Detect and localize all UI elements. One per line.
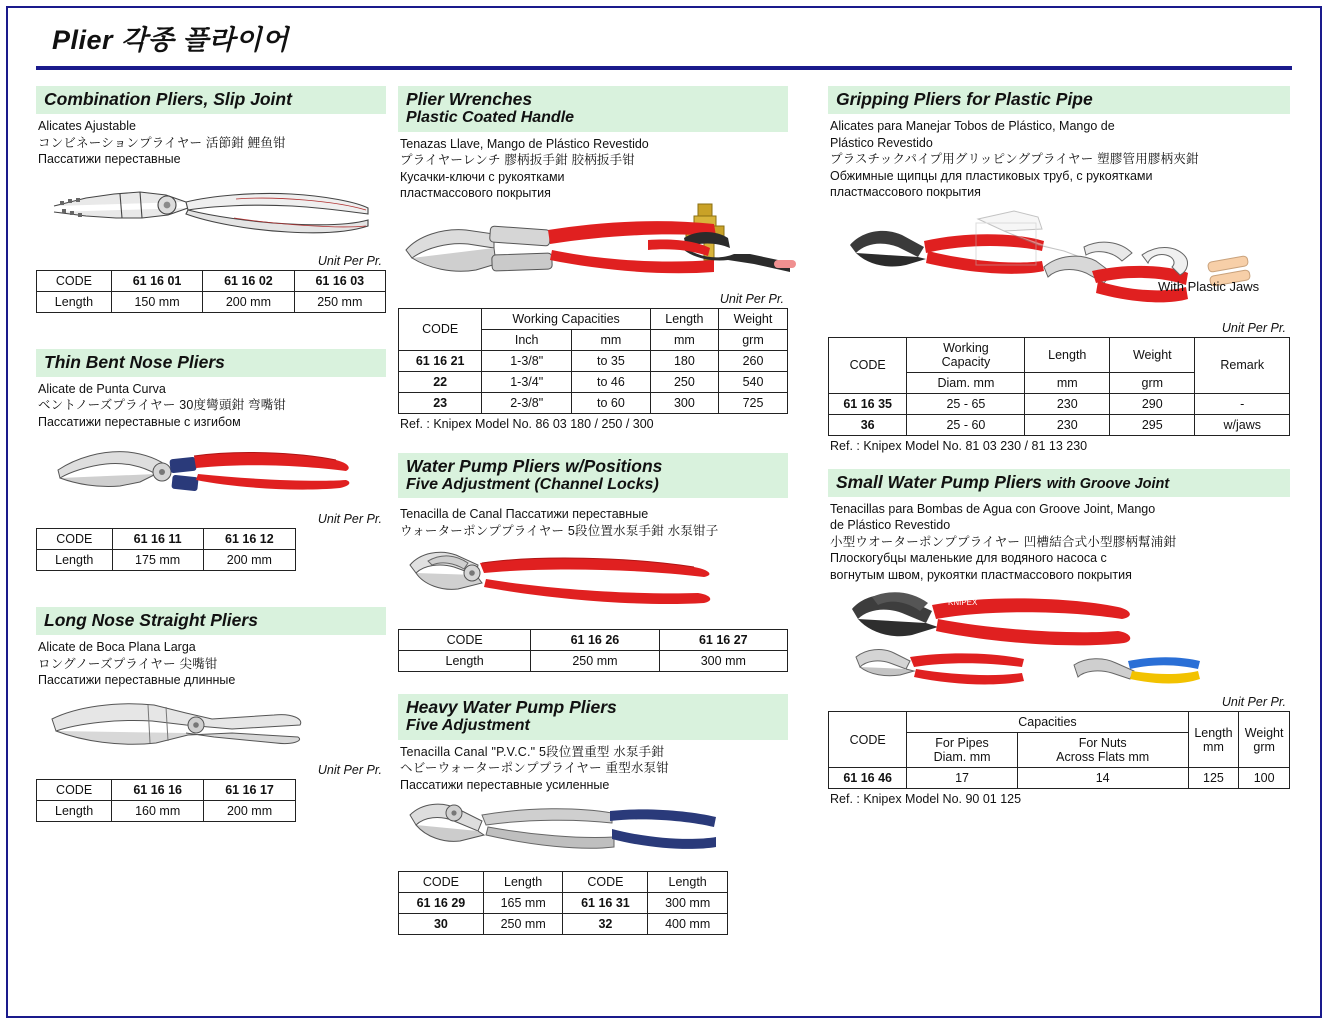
cell-weight: 260 [719, 350, 788, 371]
table-row [37, 270, 386, 291]
table-header-row [829, 712, 1290, 733]
illustration-small-water-pump [828, 583, 1290, 695]
header-weight-unit: grm [1110, 372, 1195, 393]
cell-code: 61 16 11 [112, 529, 203, 550]
table-combination-pliers [36, 270, 386, 313]
cell-inch: 1-3/8" [482, 350, 572, 371]
illustration-water-pump-pliers [398, 539, 788, 627]
cell-capacity: 25 - 60 [907, 414, 1025, 435]
section-combination-pliers [36, 86, 386, 313]
unit-per-pair: Unit Per Pr. [317, 762, 382, 777]
cell-label: CODE [37, 779, 112, 800]
cell-length: 180 [650, 350, 718, 371]
header-capacities: Capacities [907, 712, 1188, 733]
table-row [399, 392, 788, 413]
cell-code: 61 16 31 [563, 893, 648, 914]
cell-label: Length [37, 800, 112, 821]
table-row [399, 893, 728, 914]
header-for-pipes: For Pipes Diam. mm [907, 733, 1017, 768]
cell-label: Length [399, 651, 531, 672]
section-heading: Long Nose Straight Pliers [36, 607, 386, 635]
cell-length: 250 [650, 371, 718, 392]
cell-code: 32 [563, 914, 648, 935]
section-heading [398, 453, 788, 499]
table-row [37, 779, 296, 800]
section-heading-suffix: with Groove Joint [1046, 475, 1170, 492]
header-mm: mm [572, 329, 651, 350]
section-heading [398, 694, 788, 740]
table-row [399, 350, 788, 371]
header-code: CODE [399, 872, 484, 893]
cell-code: 61 16 26 [531, 630, 659, 651]
header-length: Length [650, 308, 718, 329]
table-long-nose [36, 779, 296, 822]
cell-label: CODE [37, 270, 112, 291]
section-description: Tenazas Llave, Mango de Plástico Revestido プライヤーレンチ 膠柄扳手鉗 胶柄扳手钳 Кусачки-ключи с рукоятками пластмассового покрытия [400, 136, 649, 201]
illustration-heavy-water-pump [398, 793, 788, 871]
thin-bent-nose-drawing [36, 430, 366, 512]
cell-code: 30 [399, 914, 484, 935]
cell-capacity: 25 - 65 [907, 393, 1025, 414]
table-small-water-pump [828, 711, 1290, 789]
cell-length: 125 [1188, 768, 1239, 789]
section-long-nose-pliers [36, 607, 386, 822]
header-code: CODE [563, 872, 648, 893]
header-length: Length [1025, 337, 1110, 372]
illustration-thin-bent-nose [36, 430, 386, 512]
header-length-unit: mm [1025, 372, 1110, 393]
gripping-pliers-drawing [828, 201, 1278, 321]
table-row [37, 550, 296, 571]
section-heading-line2: Five Adjustment (Channel Locks) [406, 475, 659, 493]
section-heading [398, 86, 788, 132]
cell-value: 200 mm [203, 550, 295, 571]
cell-for-nuts: 14 [1017, 768, 1188, 789]
table-row [37, 800, 296, 821]
section-heading-line1: Plier Wrenches [406, 89, 533, 109]
section-heading-line1: Heavy Water Pump Pliers [406, 697, 617, 718]
section-heading: Gripping Pliers for Plastic Pipe [828, 86, 1290, 114]
header-length: Length [648, 872, 728, 893]
section-heading-line2: Five Adjustment [406, 717, 530, 735]
header-remark: Remark [1195, 337, 1290, 393]
cell-value: 200 mm [203, 291, 294, 312]
illustration-gripping-pliers [828, 201, 1290, 321]
cell-weight: 540 [719, 371, 788, 392]
table-heavy-water-pump [398, 871, 728, 935]
header-working-capacities: Working Capacities [482, 308, 650, 329]
water-pump-pliers-drawing [398, 539, 768, 627]
cell-code: 22 [399, 371, 482, 392]
cell-mm: to 60 [572, 392, 651, 413]
unit-per-pair: Unit Per Pr. [317, 253, 382, 268]
section-heavy-water-pump-pliers [398, 694, 788, 935]
column-middle [398, 86, 788, 935]
cell-label: CODE [399, 630, 531, 651]
cell-weight: 725 [719, 392, 788, 413]
table-header-row [829, 337, 1290, 372]
cell-length: 230 [1025, 414, 1110, 435]
cell-inch: 2-3/8" [482, 392, 572, 413]
cell-code: 61 16 29 [399, 893, 484, 914]
cell-code: 61 16 27 [659, 630, 787, 651]
combination-pliers-drawing [36, 168, 376, 254]
section-heading [828, 469, 1290, 497]
section-heading: Thin Bent Nose Pliers [36, 349, 386, 377]
cell-value: 250 mm [294, 291, 385, 312]
illustration-plier-wrenches [398, 202, 788, 292]
reference-note: Ref. : Knipex Model No. 81 03 230 / 81 13 230 [830, 438, 1088, 453]
section-description: Tenacilla Canal "P.V.C." 5段位置重型 水泵手鉗 ヘビーウォーターポンププライヤー 重型水泵钳 Пассатижи переставные усиленные [400, 744, 669, 792]
cell-value: 160 mm [112, 800, 204, 821]
section-heading-main: Small Water Pump Pliers [836, 471, 1042, 492]
cell-code: 61 16 12 [203, 529, 295, 550]
cell-length: 165 mm [483, 893, 563, 914]
header-weight-unit: grm [719, 329, 788, 350]
cell-code: 61 16 46 [829, 768, 907, 789]
header-for-nuts: For Nuts Across Flats mm [1017, 733, 1188, 768]
table-row [829, 414, 1290, 435]
table-plier-wrenches [398, 308, 788, 414]
header-weight: Weight [1110, 337, 1195, 372]
section-small-water-pump-pliers [828, 469, 1290, 807]
illustration-combination-pliers [36, 168, 386, 254]
table-water-pump-pliers [398, 629, 788, 672]
cell-code: 61 16 16 [112, 779, 204, 800]
cell-code: 36 [829, 414, 907, 435]
cell-value: 175 mm [112, 550, 203, 571]
table-thin-bent-nose [36, 528, 296, 571]
header-code: CODE [829, 712, 907, 768]
reference-note: Ref. : Knipex Model No. 86 03 180 / 250 / 300 [400, 416, 654, 431]
cell-code: 61 16 02 [203, 270, 294, 291]
cell-length: 300 mm [648, 893, 728, 914]
cell-weight: 290 [1110, 393, 1195, 414]
table-row [399, 371, 788, 392]
column-right [828, 86, 1290, 806]
table-header-row [399, 872, 728, 893]
section-water-pump-pliers [398, 453, 788, 673]
section-heading: Combination Pliers, Slip Joint [36, 86, 386, 114]
table-row [399, 651, 788, 672]
table-header-row [399, 308, 788, 329]
header-length-unit: mm [650, 329, 718, 350]
cell-code: 61 16 21 [399, 350, 482, 371]
header-working-capacity-unit: Diam. mm [907, 372, 1025, 393]
cell-length: 300 [650, 392, 718, 413]
cell-mm: to 46 [572, 371, 651, 392]
header-length: Length [483, 872, 563, 893]
page-title: Plier 각종 플라이어 [52, 25, 289, 55]
with-plastic-jaws-label: With Plastic Jaws [1158, 278, 1260, 294]
section-description: Alicates Ajustable コンビネーションプライヤー 活節鉗 鯉鱼钳 Пассатижи переставные [38, 119, 286, 166]
cell-code: 23 [399, 392, 482, 413]
table-row [829, 768, 1290, 789]
reference-note: Ref. : Knipex Model No. 90 01 125 [830, 792, 1022, 806]
cell-label: CODE [37, 529, 113, 550]
section-description: Alicates para Manejar Tobos de Plástico, Mango de Plástico Revestido プラスチックパイプ用グリッピングプライヤー 塑膠管用膠柄夾鉗 Обжимные щипцы для пластиковых труб, с рукоятками пластмассового покрытия [830, 119, 1199, 199]
cell-weight: 100 [1239, 768, 1290, 789]
cell-code: 61 16 01 [111, 270, 202, 291]
table-row [399, 630, 788, 651]
svg-text:KNIPEX: KNIPEX [948, 598, 978, 607]
cell-remark: w/jaws [1195, 414, 1290, 435]
cell-remark: - [1195, 393, 1290, 414]
cell-label: Length [37, 550, 113, 571]
illustration-long-nose [36, 689, 386, 763]
cell-for-pipes: 17 [907, 768, 1017, 789]
cell-length: 400 mm [648, 914, 728, 935]
cell-mm: to 35 [572, 350, 651, 371]
table-row [37, 529, 296, 550]
header-weight: Weight grm [1239, 712, 1290, 768]
section-description: Alicate de Punta Curva ベントノーズプライヤー 30度彎頭鉗 弯嘴钳 Пассатижи переставные с изгибом [38, 381, 287, 429]
section-heading-line1: Water Pump Pliers w/Positions [406, 455, 663, 476]
cell-inch: 1-3/4" [482, 371, 572, 392]
unit-per-pair: Unit Per Pr. [317, 512, 382, 526]
header-working-capacity: Working Capacity [907, 337, 1025, 372]
cell-value: 150 mm [111, 291, 202, 312]
header-length: Length mm [1188, 712, 1239, 768]
table-gripping-pliers [828, 337, 1290, 436]
section-thin-bent-nose-pliers [36, 349, 386, 572]
header-code: CODE [399, 308, 482, 350]
table-row [829, 393, 1290, 414]
title-rule [36, 66, 1292, 70]
cell-value: 200 mm [204, 800, 296, 821]
section-description: Tenacillas para Bombas de Agua con Groove Joint, Mango de Plástico Revestido 小型ウオーターポンププライヤー 凹槽結合式小型膠柄幫浦鉗 Плоскогубцы маленькие для водяного насоса с вогнутым швом, рукоятки пластмассового покрытия [830, 501, 1177, 582]
section-description: Alicate de Boca Plana Larga ロングノーズプライヤー 尖嘴钳 Пассатижи переставные длинные [38, 640, 236, 687]
cell-length: 230 [1025, 393, 1110, 414]
unit-per-pair: Unit Per Pr. [719, 291, 784, 306]
header-inch: Inch [482, 329, 572, 350]
unit-per-pair: Unit Per Pr. [1221, 695, 1286, 709]
cell-code: 61 16 35 [829, 393, 907, 414]
cell-label: Length [37, 291, 112, 312]
section-description: Tenacilla de Canal Пассатижи переставные ウォーターポンププライヤー 5段位置水泵手鉗 水泵钳子 [400, 507, 719, 538]
unit-per-pair: Unit Per Pr. [1221, 320, 1286, 335]
small-water-pump-drawing [828, 583, 1278, 695]
table-row [399, 914, 728, 935]
plier-wrenches-drawing [398, 202, 798, 294]
cell-value: 250 mm [531, 651, 659, 672]
cell-value: 300 mm [659, 651, 787, 672]
cell-length: 250 mm [483, 914, 563, 935]
section-plier-wrenches [398, 86, 788, 431]
cell-weight: 295 [1110, 414, 1195, 435]
cell-code: 61 16 17 [204, 779, 296, 800]
header-weight: Weight [719, 308, 788, 329]
section-gripping-pliers [828, 86, 1290, 453]
header-code: CODE [829, 337, 907, 393]
table-row [37, 291, 386, 312]
heavy-water-pump-drawing [398, 793, 738, 871]
cell-code: 61 16 03 [294, 270, 385, 291]
column-left [36, 86, 386, 822]
section-heading-line2: Plastic Coated Handle [406, 109, 575, 127]
long-nose-drawing [36, 689, 336, 763]
